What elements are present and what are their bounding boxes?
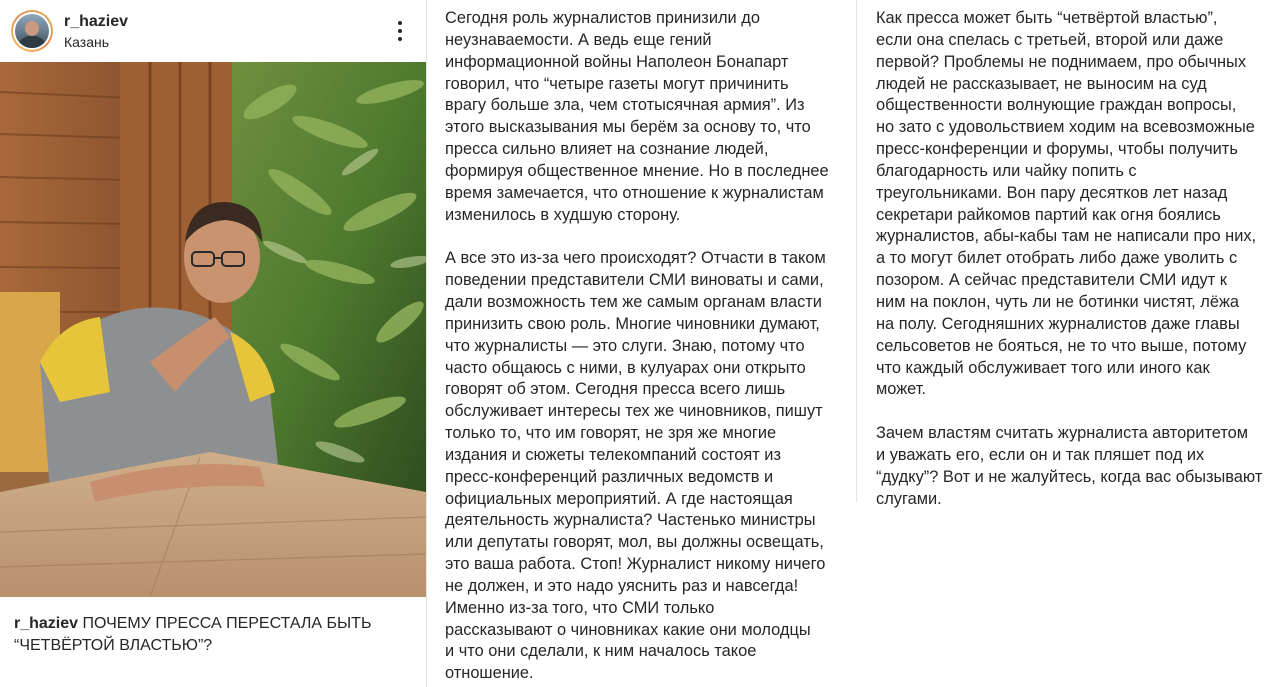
avatar[interactable]: [11, 10, 53, 52]
post-username[interactable]: r_haziev: [64, 13, 129, 30]
column-divider-middle: [856, 0, 857, 502]
caption-line-2: “ЧЕТВЁРТОЙ ВЛАСТЬЮ”?: [14, 637, 213, 654]
post-caption: [14, 613, 414, 657]
post-header: [0, 0, 426, 62]
post-photo[interactable]: [0, 62, 426, 597]
caption-line-1: [14, 613, 414, 635]
post-location[interactable]: Казань: [64, 34, 110, 50]
instagram-post: [0, 0, 426, 687]
caption-text-1: ПОЧЕМУ ПРЕССА ПЕРЕСТАЛА БЫТЬ: [82, 615, 372, 632]
article-column-2: Как пресса может быть “четвёртой властью”, если она спелась с третьей, второй или даже первой? Проблемы не поднимаем, про обычных людей не рассказывает, не выносим на суд общественности волнующие граждан вопросы, но зато с удовольствием ходим на всевозможные пресс-конференции и форумы, чтобы получить благодарность или чайку попить с треугольниками. Вон пару десятков лет назад секретари райкомов партий как огня боялись журналистов, абы-кабы там не написали про них, а то могут билет отобрать либо даже уволить с позором. А сейчас представители СМИ идут к ним на поклон, чуть ли не ботинки чистят, лёжа на полу. Сегодняшних журналистов даже главы сельсоветов не бояться, не то что выше, потому что каждый обслуживает того или иного как может. Зачем властям считать журналиста авторитетом и уважать его, если он и так пляшет под их “дудку”? Вот и не жалуйтесь, когда вас обызывают слугами.: [876, 9, 1263, 508]
caption-username[interactable]: r_haziev: [14, 615, 79, 632]
avatar-image: [15, 14, 49, 48]
more-options-icon[interactable]: [388, 16, 412, 46]
article-column-1: Сегодня роль журналистов принизили до неузнаваемости. А ведь еще гений информационной войны Наполеон Бонапарт говорил, что “четыре газеты могут причинить врагу больше зла, чем стотысячная армия”. Из этого высказывания мы берём за основу то, что пресса сильно влияет на сознание людей, формируя общественное мнение. Но в последнее время замечается, что отношение к журналистам изменилось в худшую сторону. А все это из-за чего происходят? Отчасти в таком поведении представители СМИ виноваты и сами, дали возможность тем же самым органам власти принизить свою роль. Многие чиновники думают, что журналисты — это слуги. Знаю, потому что часто общаюсь с ними, в кулуарах они открыто говорят об этом. Сегодня пресса всего лишь обслуживает интересы тех же чиновников, пишут только то, что им говорят, не зря же многие издания и сюжеты телекомпаний состоят из пресс-конференций различных ведомств и официальных мероприятий. А где настоящая деятельность журналиста? Частенько министры или депутаты говорят, мол, вы должны освещать, это ваша работа. Стоп! Журналист никому ничего не должен, и это надо уяснить раз и навсегда! Именно из-за того, что СМИ только рассказывают о чиновниках какие они молодцы и что они сделали, к ним началось такое отношение.: [445, 9, 829, 683]
column-divider-left: [426, 0, 427, 687]
